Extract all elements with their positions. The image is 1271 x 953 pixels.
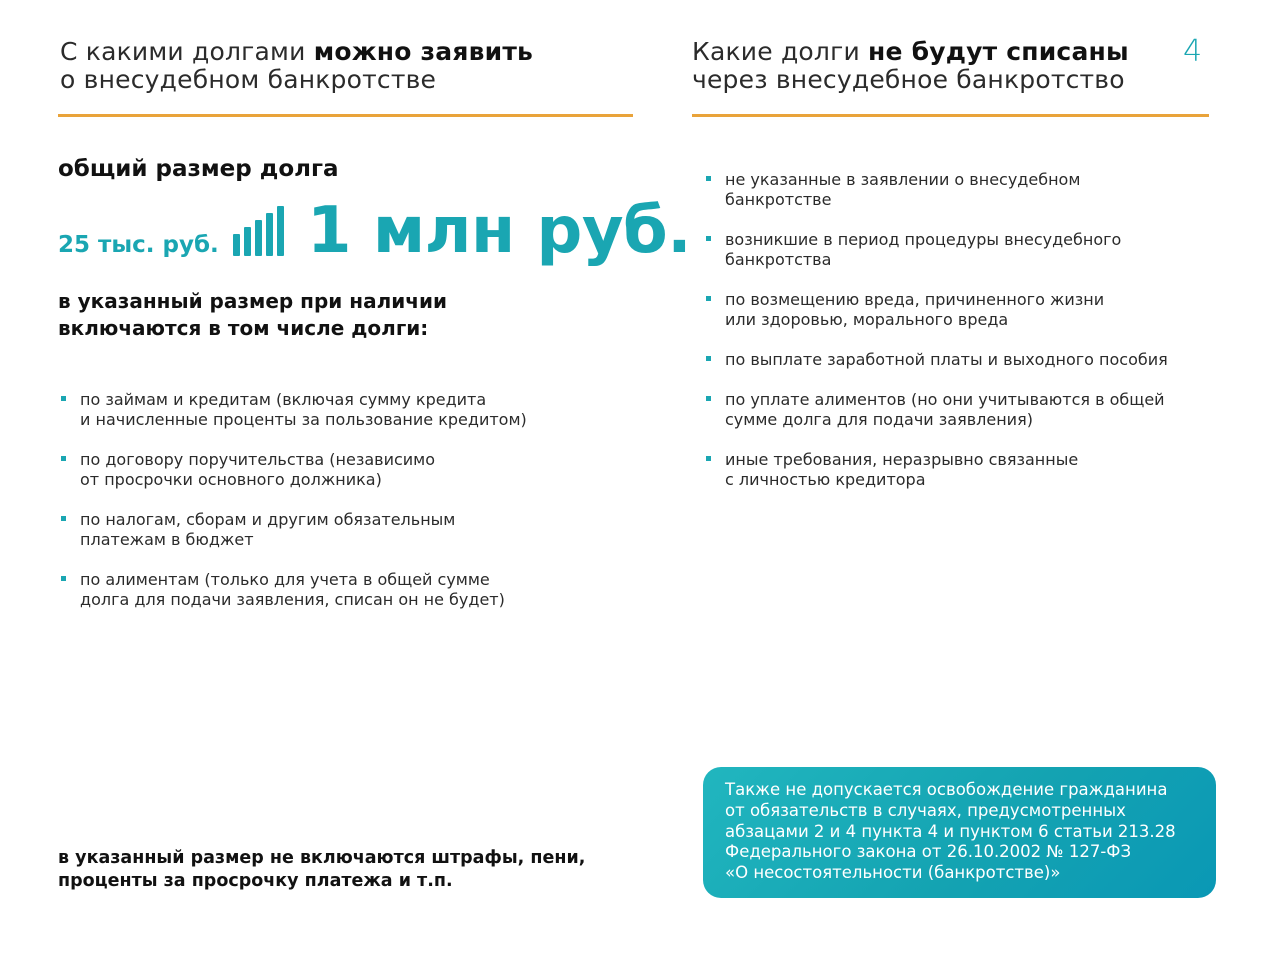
list-item-line: по алиментам (только для учета в общей сумме — [80, 570, 490, 589]
list-item-line: по возмещению вреда, причиненного жизни — [725, 290, 1105, 309]
left-heading-bold: можно заявить — [313, 37, 534, 66]
list-item — [703, 170, 1223, 210]
right-heading-line2: через внесудебное банкротство — [692, 65, 1125, 94]
right-heading-bold: не будут списаны — [868, 37, 1129, 66]
callout-line: абзацами 2 и 4 пункта 4 и пунктом 6 статьи 213.28 — [725, 821, 1176, 841]
list-item — [58, 390, 618, 430]
callout-line: Федерального закона от 26.10.2002 № 127-ФЗ — [725, 842, 1132, 862]
callout-line: «О несостоятельности (банкротстве)» — [725, 863, 1061, 883]
list-item-line: иные требования, неразрывно связанные — [725, 450, 1079, 469]
included-debts-list — [58, 390, 618, 630]
list-item-line: сумме долга для подачи заявления) — [725, 410, 1033, 429]
included-title-line1: в указанный размер при наличии — [58, 289, 448, 313]
list-item-line: по выплате заработной платы и выходного пособия — [725, 350, 1168, 369]
excluded-note-line2: проценты за просрочку платежа и т.п. — [58, 871, 453, 891]
not-discharged-list — [703, 170, 1223, 510]
range-from: 25 тыс. руб. — [58, 232, 219, 258]
list-item-line: банкротстве — [725, 190, 832, 209]
list-item — [703, 290, 1223, 330]
range-to: 1 млн руб. — [307, 194, 692, 268]
list-item-line: банкротства — [725, 250, 832, 269]
callout-line: от обязательств в случаях, предусмотренных — [725, 800, 1126, 820]
list-item-line: возникшие в период процедуры внесудебного — [725, 230, 1122, 249]
list-item-line: по уплате алиментов (но они учитываются в общей — [725, 390, 1165, 409]
page-number: 4 — [1183, 34, 1203, 69]
list-item — [703, 390, 1223, 430]
list-item-line: не указанные в заявлении о внесудебном — [725, 170, 1081, 189]
excluded-note — [58, 847, 585, 893]
list-item-line: по договору поручительства (независимо — [80, 450, 436, 469]
list-item-line: от просрочки основного должника) — [80, 470, 382, 489]
list-item-line: по налогам, сборам и другим обязательным — [80, 510, 456, 529]
list-item-line: и начисленные проценты за пользование кредитом) — [80, 410, 527, 429]
list-item-line: платежам в бюджет — [80, 530, 254, 549]
excluded-note-line1: в указанный размер не включаются штрафы, пени, — [58, 848, 586, 868]
right-heading — [692, 38, 1162, 94]
list-item — [703, 230, 1223, 270]
list-item-line: по займам и кредитам (включая сумму кредита — [80, 390, 487, 409]
list-item — [703, 450, 1223, 490]
callout-line: Также не допускается освобождение гражданина — [725, 780, 1168, 799]
list-item-line: или здоровью, морального вреда — [725, 310, 1009, 329]
included-title — [58, 288, 447, 342]
list-item-line: долга для подачи заявления, списан он не будет) — [80, 590, 505, 609]
list-item-line: с личностью кредитора — [725, 470, 926, 489]
list-item — [58, 570, 618, 610]
included-title-line2: включаются в том числе долги: — [58, 316, 429, 340]
list-item — [58, 450, 618, 490]
left-divider — [58, 114, 633, 117]
list-item — [58, 510, 618, 550]
legal-callout — [703, 767, 1216, 898]
list-item — [703, 350, 1223, 370]
right-divider — [692, 114, 1209, 117]
left-heading-line2: о внесудебном банкротстве — [60, 65, 437, 94]
left-heading-text: С какими долгами — [60, 37, 314, 66]
left-heading — [60, 38, 640, 94]
bar-chart-icon — [233, 203, 284, 256]
right-heading-text: Какие долги — [692, 37, 869, 66]
debt-size-title: общий размер долга — [58, 156, 339, 182]
